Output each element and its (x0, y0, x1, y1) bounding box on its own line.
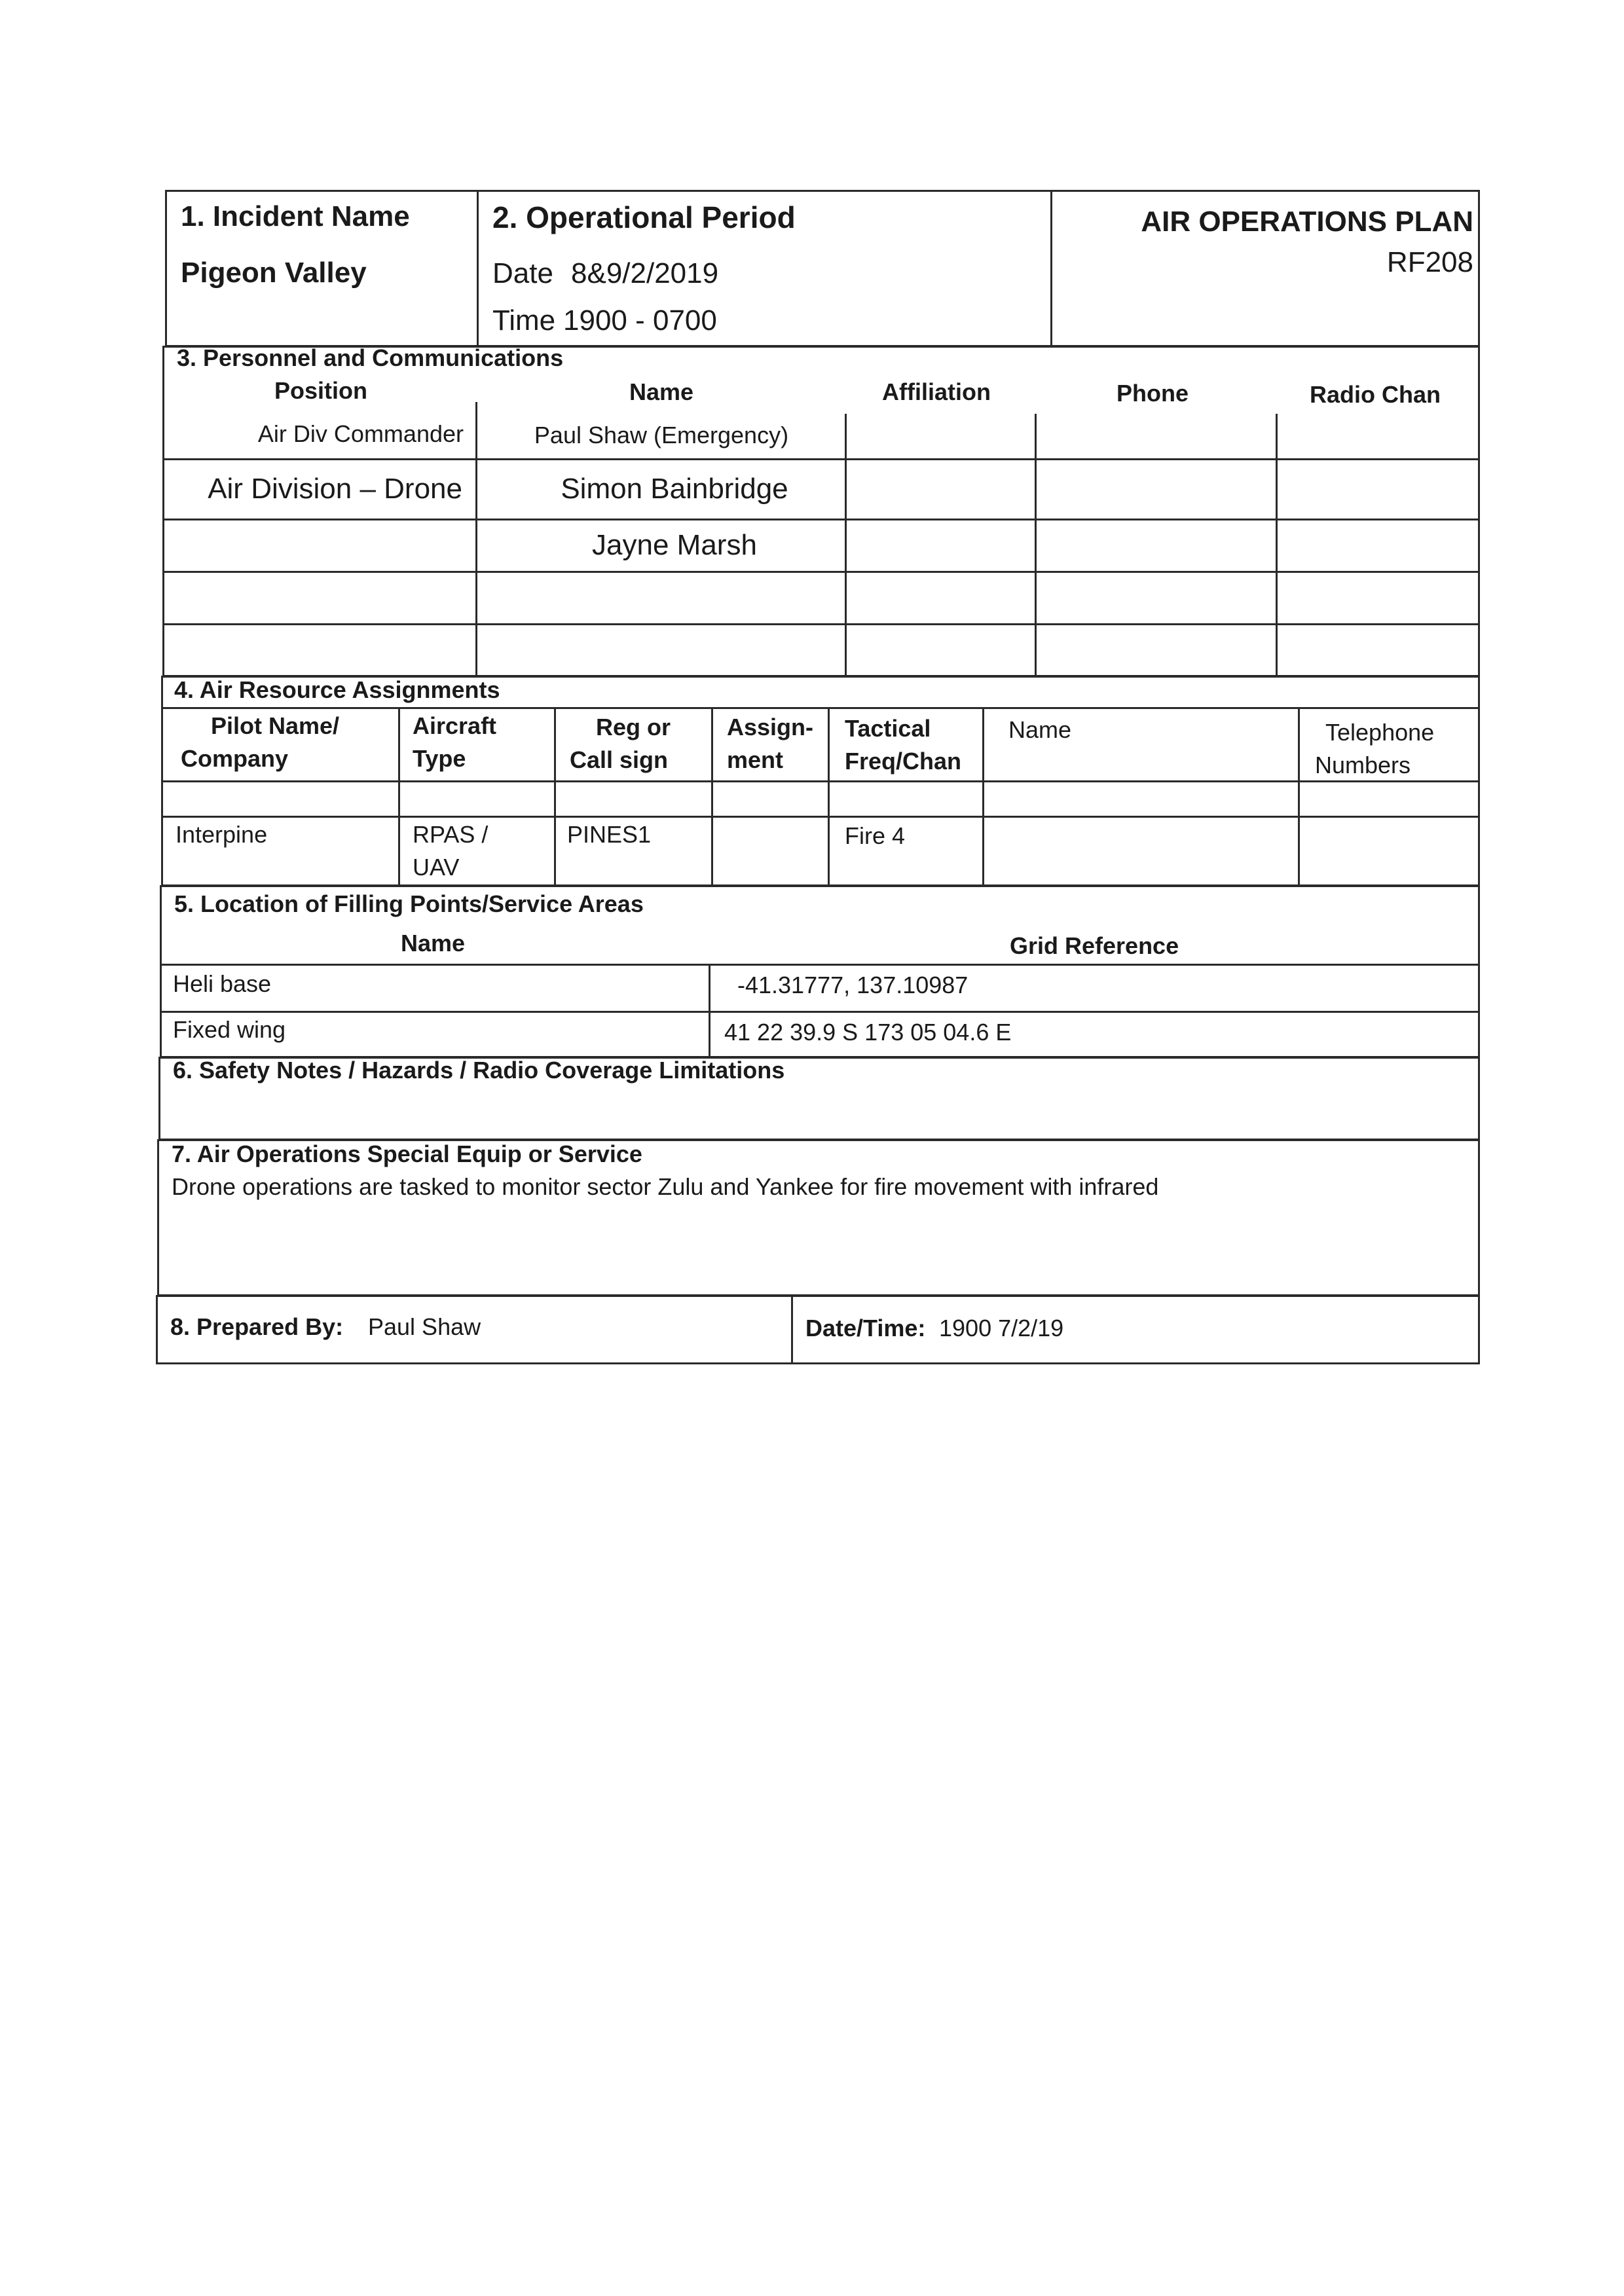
filling-points-section-label: 5. Location of Filling Points/Service Areas (174, 890, 644, 917)
air-row-2-aircraft-1: RPAS / (413, 821, 489, 848)
time-label: Time (492, 304, 556, 337)
filling-row-1-grid: -41.31777, 137.10987 (737, 972, 969, 998)
col-tactical-2: Freq/Chan (845, 748, 962, 774)
col-pilot-2: Company (181, 745, 289, 772)
air-row-line-2 (161, 816, 1480, 818)
personnel-col-line-3 (1035, 414, 1037, 677)
air-col-line-6 (1298, 707, 1300, 886)
air-resources-section-label: 4. Air Resource Assignments (174, 676, 500, 703)
safety-section-label: 6. Safety Notes / Hazards / Radio Coverage Limitations (173, 1057, 785, 1084)
col-position: Position (274, 377, 367, 404)
filling-row-line-1 (160, 964, 1480, 966)
col-name: Name (629, 378, 694, 405)
col-phone: Phone (1116, 380, 1189, 407)
personnel-row-line-1 (162, 458, 1480, 460)
col-name-header: Name (1008, 716, 1072, 743)
air-row-line-1 (161, 780, 1480, 782)
air-row-2-pilot: Interpine (175, 821, 268, 848)
special-text: Drone operations are tasked to monitor sector Zulu and Yankee for fire movement with infrared (172, 1173, 1159, 1200)
filling-row-1-name: Heli base (173, 970, 272, 997)
col-telephone-2: Numbers (1315, 752, 1411, 778)
air-row-2-freq: Fire 4 (845, 822, 906, 849)
datetime-label: Date/Time: (805, 1315, 926, 1341)
col-telephone-1: Telephone (1325, 719, 1435, 746)
air-col-line-4 (828, 707, 830, 886)
col-aircraft-1: Aircraft (413, 712, 497, 739)
filling-col-line (709, 964, 710, 1058)
incident-name-label: 1. Incident Name (181, 200, 410, 232)
air-resources-header-top (161, 707, 1480, 709)
col-affiliation: Affiliation (882, 378, 991, 405)
header-divider-1 (477, 190, 479, 347)
col-radio-chan: Radio Chan (1309, 381, 1441, 408)
personnel-col-line-2 (845, 414, 847, 677)
col-reg-1: Reg or (596, 714, 671, 740)
filling-row-2-grid: 41 22 39.9 S 173 05 04.6 E (724, 1019, 1012, 1046)
col-reg-2: Call sign (570, 746, 669, 773)
personnel-row-2-position: Air Division – Drone (208, 473, 462, 505)
personnel-row-line-4 (162, 623, 1480, 625)
form-code: RF208 (1386, 246, 1473, 278)
prepared-divider (791, 1295, 793, 1364)
personnel-row-line-3 (162, 571, 1480, 573)
personnel-row-2-name: Simon Bainbridge (561, 473, 788, 505)
air-col-line-2 (554, 707, 556, 886)
col-assignment-2: ment (727, 746, 784, 773)
filling-col-name: Name (401, 930, 466, 957)
personnel-section-label: 3. Personnel and Communications (177, 344, 564, 371)
personnel-row-1-name: Paul Shaw (Emergency) (534, 422, 789, 448)
col-tactical-1: Tactical (845, 715, 931, 742)
personnel-col-line-4 (1276, 414, 1278, 677)
header-divider-2 (1050, 190, 1052, 347)
operational-period-label: 2. Operational Period (492, 200, 796, 234)
personnel-row-1-position: Air Div Commander (257, 420, 464, 447)
personnel-col-line-1 (475, 402, 477, 677)
time-value: 1900 - 0700 (563, 304, 717, 337)
form-title: AIR OPERATIONS PLAN (1141, 206, 1473, 238)
filling-row-line-2 (160, 1011, 1480, 1013)
filling-row-2-name: Fixed wing (173, 1016, 286, 1043)
date-value: 8&9/2/2019 (571, 257, 719, 289)
col-assignment-1: Assign- (727, 714, 814, 740)
air-row-2-aircraft-2: UAV (413, 854, 460, 881)
col-pilot-1: Pilot Name/ (211, 712, 340, 739)
col-aircraft-2: Type (413, 745, 466, 772)
date-label: Date (492, 257, 553, 289)
air-col-line-3 (711, 707, 713, 886)
incident-name-value: Pigeon Valley (181, 257, 367, 289)
special-section-label: 7. Air Operations Special Equip or Service (172, 1140, 642, 1167)
air-row-2-reg: PINES1 (567, 821, 652, 848)
personnel-row-line-2 (162, 519, 1480, 520)
filling-col-grid: Grid Reference (1010, 932, 1179, 959)
prepared-by-value: Paul Shaw (368, 1313, 481, 1340)
personnel-row-3-name: Jayne Marsh (592, 529, 757, 561)
air-col-line-5 (982, 707, 984, 886)
datetime-value: 1900 7/2/19 (939, 1315, 1064, 1341)
air-col-line-1 (398, 707, 400, 886)
prepared-by-label: 8. Prepared By: (170, 1313, 344, 1340)
